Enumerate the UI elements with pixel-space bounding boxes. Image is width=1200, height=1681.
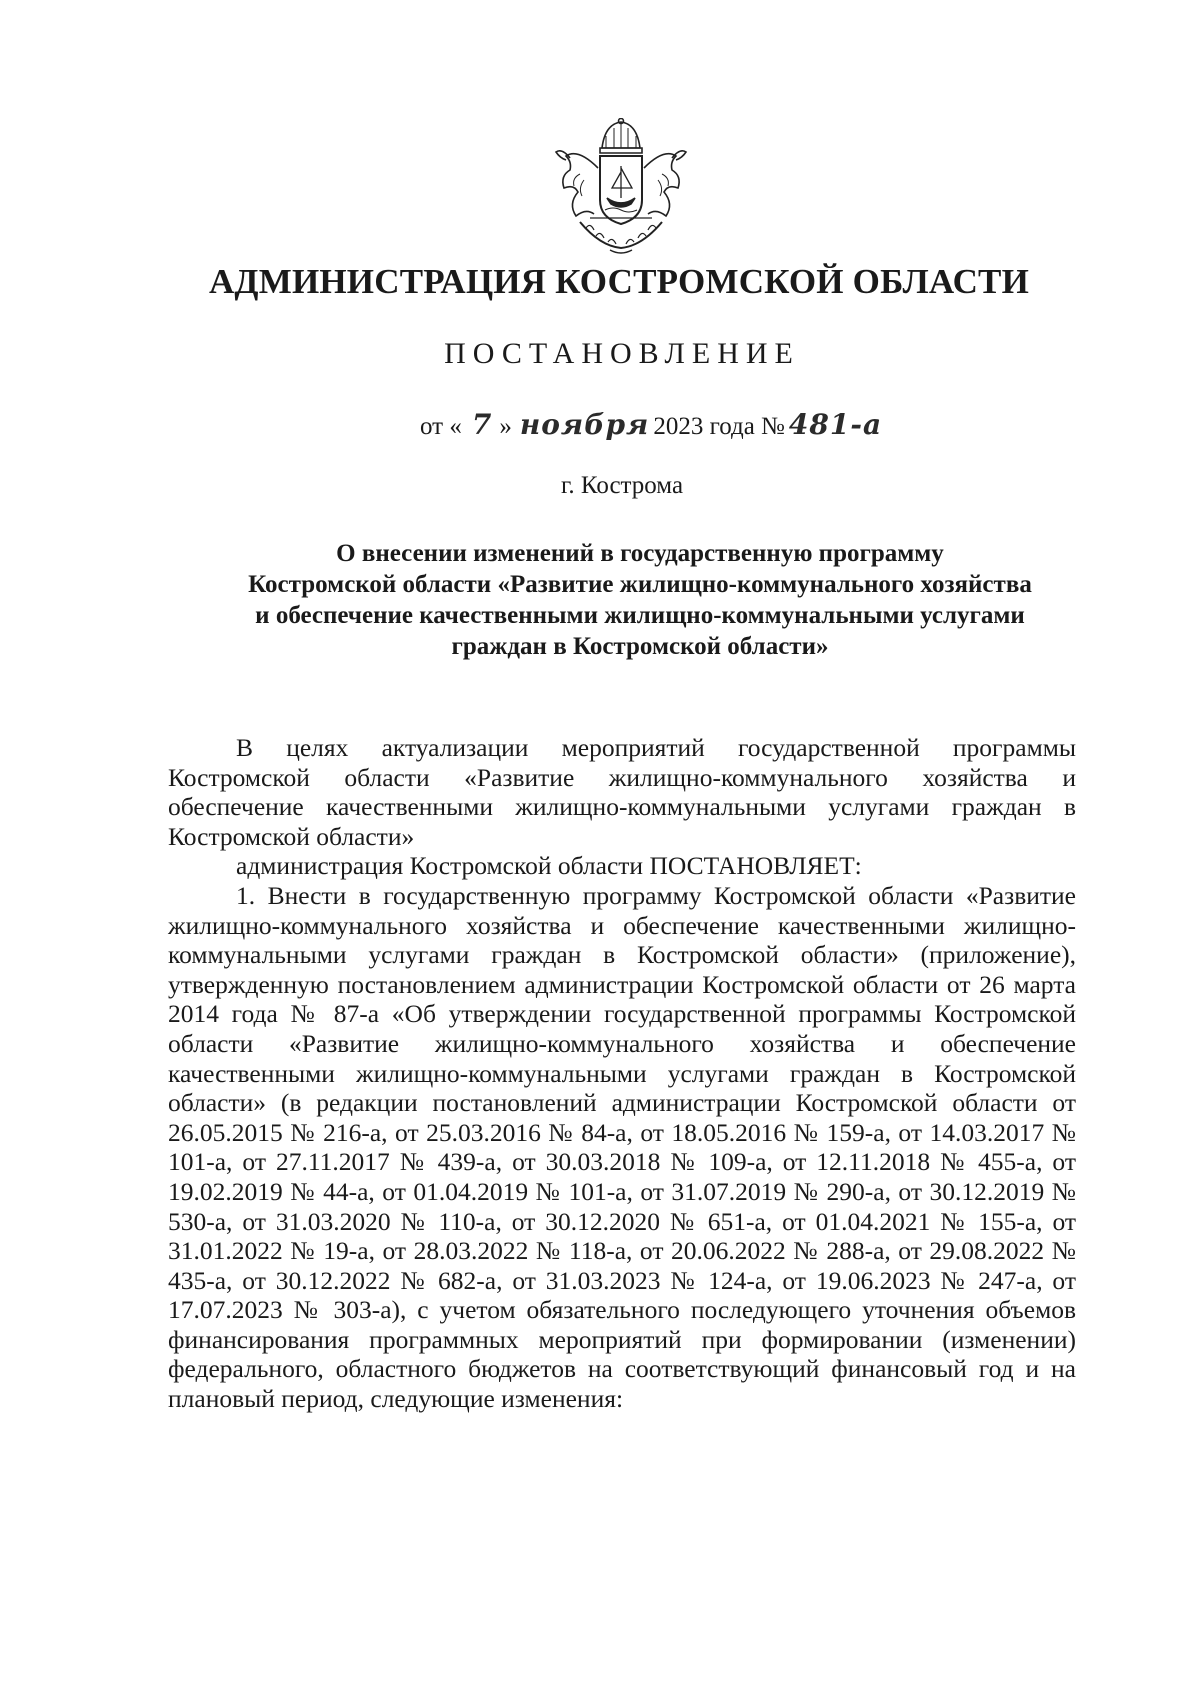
- document-type: ПОСТАНОВЛЕНИЕ: [444, 337, 800, 370]
- body-paragraph-resolves: администрация Костромской области ПОСТАНОВЛЯЕТ:: [236, 851, 862, 881]
- date-mid: »: [499, 413, 512, 440]
- date-line: [420, 408, 882, 441]
- document-body: [168, 733, 1076, 1414]
- date-day-handwritten: 7: [471, 408, 492, 441]
- document-subject: [170, 538, 1110, 662]
- body-paragraph-item-1: 1. Внести в государственную программу Костромской области «Развитие жилищно-коммунального хозяйства и обеспечение качественными жилищно-коммунальными услугами граждан в Костромской области» (приложение), утвержденную постановлением администрации Костромской области от 26 марта 2014 года № 87-а «Об утверждении государственной программы Костромской области «Развитие жилищно-коммунального хозяйства и обеспечение качественными жилищно-коммунальными услугами граждан в Костромской области» (в редакции постановлений администрации Костромской области от 26.05.2015 № 216-а, от 25.03.2016 № 84-а, от 18.05.2016 № 159-а, от 14.03.2017 № 101-а, от 27.11.2017 № 439-а, от 30.03.2018 № 109-а, от 12.11.2018 № 455-а, от 19.02.2019 № 44-а, от 01.04.2019 № 101-а, от 31.07.2019 № 290-а, от 30.12.2019 № 530-а, от 31.03.2020 № 110-а, от 30.12.2020 № 651-а, от 01.04.2021 № 155-а, от 31.01.2022 № 19-а, от 28.03.2022 № 118-а, от 20.06.2022 № 288-а, от 29.08.2022 № 435-а, от 30.12.2022 № 682-а, от 31.03.2023 № 124-а, от 19.06.2023 № 247-а, от 17.07.2023 № 303-а), с учетом обязательного последующего уточнения объемов финансирования программных мероприятий при формировании (изменении) федерального, областного бюджетов на соответствующий финансовый год и на плановый период, следующие изменения:: [168, 880, 1076, 1414]
- subject-line: граждан в Костромской области»: [451, 633, 829, 660]
- document-number-handwritten: 481-а: [788, 408, 883, 441]
- city-line: г. Кострома: [560, 472, 684, 499]
- date-prefix: от «: [420, 413, 462, 440]
- organization-title: АДМИНИСТРАЦИЯ КОСТРОМСКОЙ ОБЛАСТИ: [208, 262, 1030, 301]
- subject-line: и обеспечение качественными жилищно-коммунальными услугами: [255, 602, 1025, 629]
- date-year-text: 2023 года №: [653, 413, 785, 440]
- body-paragraph: В целях актуализации мероприятий государственной программы Костромской области «Развитие жилищно-коммунального хозяйства и обеспечение качественными жилищно-коммунальными услугами граждан в Костромской области»: [168, 733, 1076, 851]
- subject-line: О внесении изменений в государственную программу: [336, 540, 944, 567]
- date-month-handwritten: ноября: [519, 408, 650, 441]
- coat-of-arms-emblem: [550, 118, 693, 258]
- subject-line: Костромской области «Развитие жилищно-коммунального хозяйства: [248, 571, 1032, 598]
